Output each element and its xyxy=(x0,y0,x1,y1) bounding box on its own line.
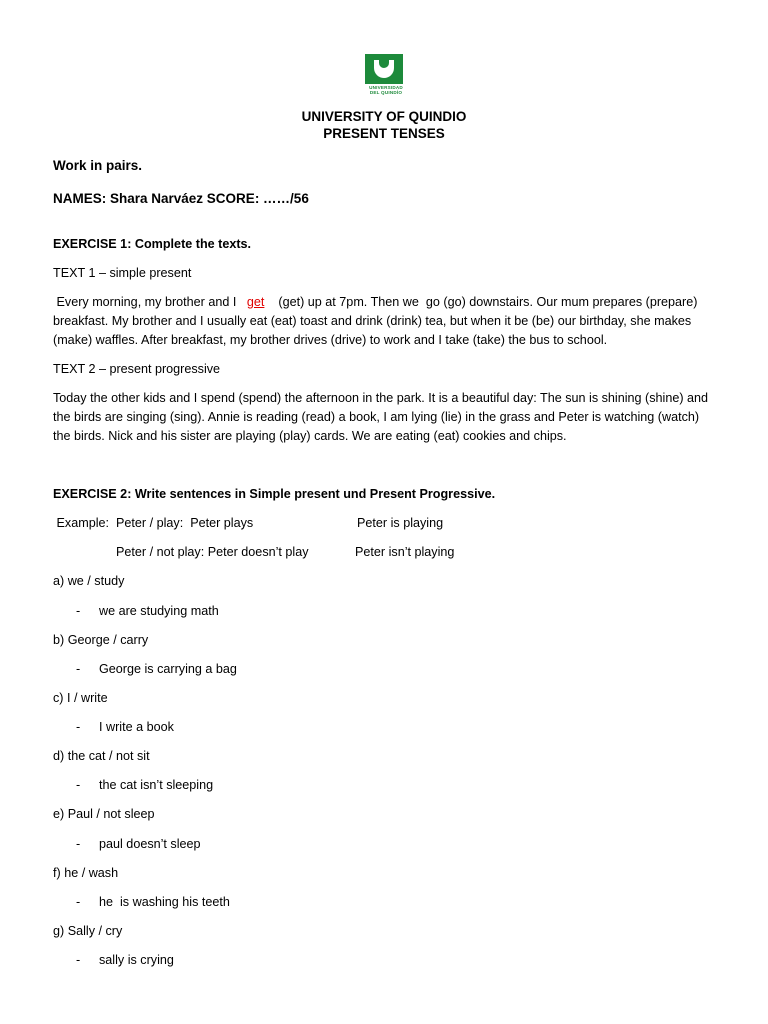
text1-line3: (make) waffles. After breakfast, my brother drives (drive) to work and I take (take) the bus to school. xyxy=(53,333,608,347)
text1-heading: TEXT 1 – simple present xyxy=(53,266,192,280)
example-line1-right: Peter is playing xyxy=(357,516,444,530)
text1-paragraph xyxy=(53,293,717,350)
university-title: UNIVERSITY OF QUINDIO xyxy=(301,109,467,124)
item-b-answer: George is carrying a bag xyxy=(99,662,237,676)
item-c-answer: I write a book xyxy=(99,720,174,734)
text1-line1: Every morning, my brother and I get (get) up at 7pm. Then we go (go) downstairs. Our mum prepares (prepare) xyxy=(53,295,698,309)
example-line2-right: Peter isn’t playing xyxy=(355,545,455,559)
text2-paragraph xyxy=(53,389,717,446)
names-score-line: NAMES: Shara Narváez SCORE: ……/56 xyxy=(53,191,309,206)
item-c-dash: - xyxy=(76,720,81,734)
item-e-dash: - xyxy=(76,837,81,851)
item-e-answer: paul doesn’t sleep xyxy=(99,837,201,851)
item-b-prompt: b) George / carry xyxy=(53,633,149,647)
text2-line2: the birds are singing (sing). Annie is reading (read) a book, I am lying (lie) in the grass and Peter is watching (watch) xyxy=(53,410,700,424)
work-instruction: Work in pairs. xyxy=(53,158,143,173)
text2-line1: Today the other kids and I spend (spend) the afternoon in the park. It is a beautiful day: The sun is shining (shine) and xyxy=(53,391,709,405)
item-d-prompt: d) the cat / not sit xyxy=(53,749,150,763)
item-d-dash: - xyxy=(76,778,81,792)
item-g-prompt: g) Sally / cry xyxy=(53,924,123,938)
item-a-prompt: a) we / study xyxy=(53,574,125,588)
text2-line3: the birds. Nick and his sister are playing (play) cards. We are eating (eat) cookies and chips. xyxy=(53,429,567,443)
exercise2-title: EXERCISE 2: Write sentences in Simple present und Present Progressive. xyxy=(53,487,496,501)
item-b-dash: - xyxy=(76,662,81,676)
item-c-prompt: c) I / write xyxy=(53,691,108,705)
item-g-dash: - xyxy=(76,953,81,967)
exercise1-title: EXERCISE 1: Complete the texts. xyxy=(53,237,252,251)
text1-line2: breakfast. My brother and I usually eat (eat) toast and drink (drink) tea, but when it be (be) our birthday, she makes xyxy=(53,314,692,328)
example-line2-left: Peter / not play: Peter doesn’t play xyxy=(116,545,309,559)
university-logo xyxy=(360,54,412,98)
item-a-dash: - xyxy=(76,604,81,618)
item-a-answer: we are studying math xyxy=(99,604,219,618)
topic-title: PRESENT TENSES xyxy=(323,126,445,141)
item-f-answer: he is washing his teeth xyxy=(99,895,230,909)
item-e-prompt: e) Paul / not sleep xyxy=(53,807,155,821)
item-g-answer: sally is crying xyxy=(99,953,174,967)
example-line1-left: Example: Peter / play: Peter plays xyxy=(53,516,254,530)
text1-answer-get: get xyxy=(246,295,265,309)
logo-notch-inner xyxy=(379,54,389,68)
logo-caption: UNIVERSIDAD DEL QUINDÍO xyxy=(369,85,403,95)
item-d-answer: the cat isn’t sleeping xyxy=(99,778,214,792)
text2-heading: TEXT 2 – present progressive xyxy=(53,362,221,376)
item-f-prompt: f) he / wash xyxy=(53,866,119,880)
item-f-dash: - xyxy=(76,895,81,909)
